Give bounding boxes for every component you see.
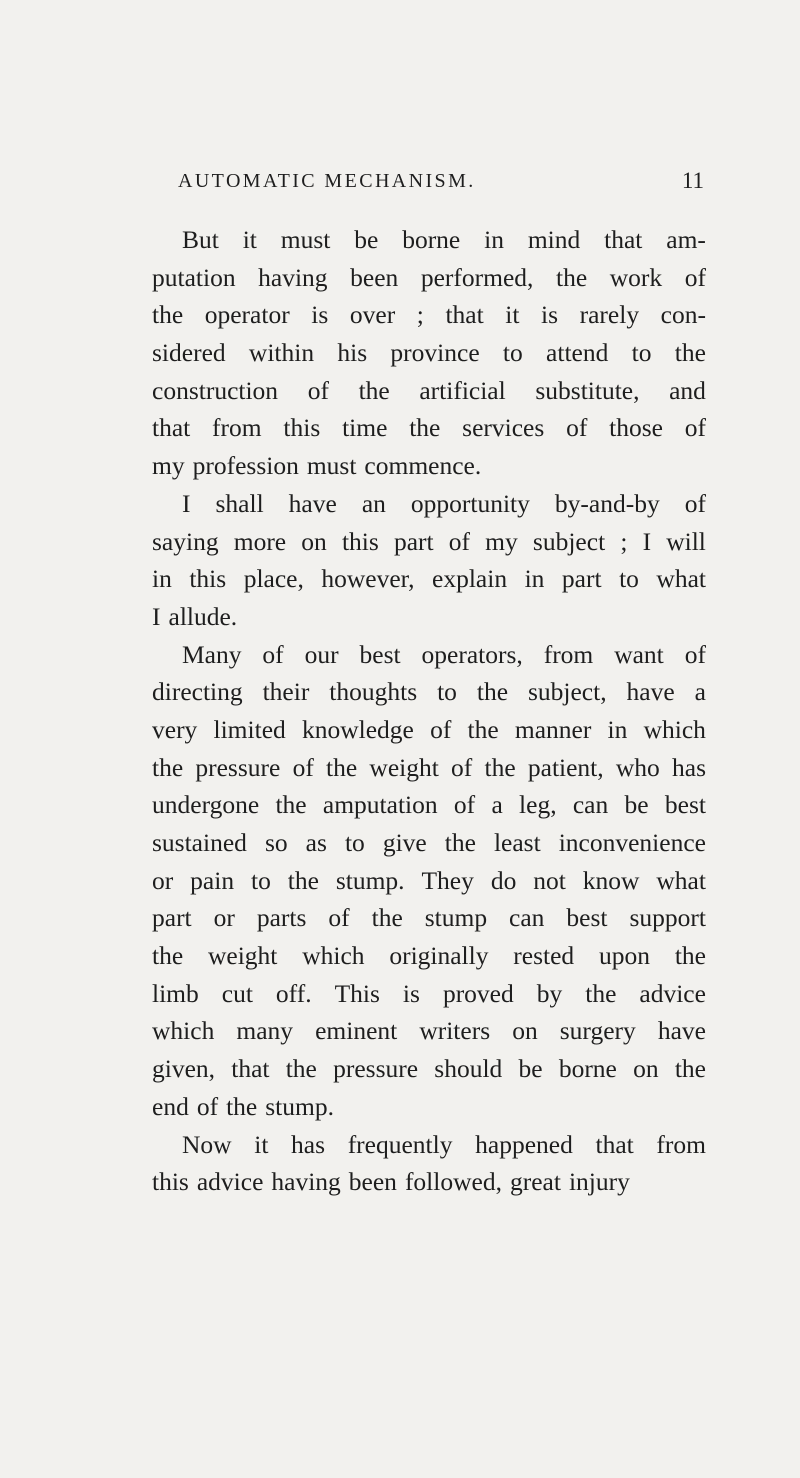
paragraph [152, 485, 706, 636]
text-line: construction of the artificial substitute, and [152, 375, 706, 405]
running-title: AUTOMATIC MECHANISM. [178, 170, 476, 192]
text-line: I shall have an opportunity by-and-by of [182, 488, 706, 518]
text-line: very limited knowledge of the manner in which [152, 714, 706, 744]
text-line: this advice having been followed, great injury [152, 1167, 630, 1197]
text-line: saying more on this part of my subject ; I will [152, 526, 706, 556]
text-line: part or parts of the stump can best support [152, 903, 706, 933]
text-line: the operator is over ; that it is rarely con- [152, 300, 706, 330]
text-line: undergone the amputation of a leg, can be best [152, 790, 706, 820]
text-line: which many eminent writers on surgery have [152, 1016, 706, 1046]
text-line: my profession must commence. [152, 451, 482, 481]
text-line: sidered within his province to attend to the [152, 338, 706, 368]
text-line: given, that the pressure should be borne on the [152, 1054, 706, 1084]
text-line: in this place, however, explain in part to what [152, 564, 706, 594]
running-head [178, 166, 704, 196]
text-line: limb cut off. This is proved by the advice [152, 978, 706, 1008]
paragraph [152, 1126, 706, 1201]
page-number: 11 [681, 168, 704, 193]
paragraph [152, 636, 706, 1126]
text-line: the pressure of the weight of the patient, who has [152, 752, 706, 782]
text-line: that from this time the services of those of [152, 413, 706, 443]
text-line: or pain to the stump. They do not know what [152, 865, 706, 895]
body-text [152, 221, 706, 1201]
text-line: end of the stump. [152, 1091, 334, 1121]
text-line: the weight which originally rested upon the [152, 941, 706, 971]
text-line: Many of our best operators, from want of [182, 639, 706, 669]
paragraph [152, 221, 706, 485]
text-line: But it must be borne in mind that am- [182, 225, 706, 254]
text-line: I allude. [152, 601, 238, 631]
text-line: putation having been performed, the work of [152, 262, 706, 292]
text-line: Now it has frequently happened that from [182, 1129, 706, 1159]
text-line: sustained so as to give the least inconvenience [152, 828, 706, 857]
text-line: directing their thoughts to the subject, have a [152, 677, 706, 707]
